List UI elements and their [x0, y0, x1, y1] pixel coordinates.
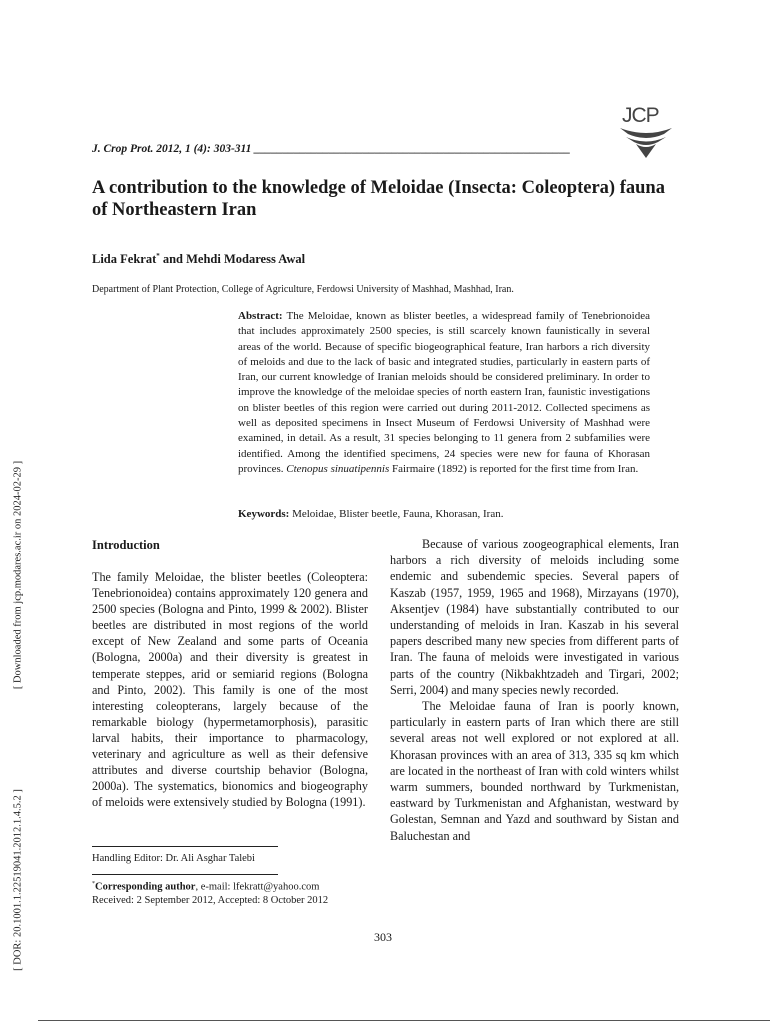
keywords: [238, 508, 650, 520]
corresponding-mark: *: [156, 252, 160, 260]
handling-editor: Handling Editor: Dr. Ali Asghar Talebi: [92, 853, 255, 864]
abstract: [238, 309, 650, 477]
dor-stamp-text: [ DOR: 20.1001.1.22519041.2012.1.4.5.2 ]: [12, 789, 24, 971]
footnote-mark: *: [92, 881, 95, 887]
page-number: 303: [374, 930, 392, 944]
left-column-text: The family Meloidae, the blister beetles (Coleoptera: Tenebrionoidea) contains approximately 120 genera and 2500 species (Bologna and Pinto, 1999 & 2002). Blister beetles are distributed in most regions of the world except of New Zealand and some parts of Oceania (Bologna, 2000a) and their diversity is greatest in temperate steppes, arid or semiarid regions (Bologna and Pinto, 2002). This family is one of the most interesting coleopterans, largely because of the remarkable biology (hypermetamorphosis), parasitic larval habits, their importance to pharmacology, veterinary and agriculture as well as their defensive attributes and diverse courtship behavior (Bologna, 2000a). The systematics, bionomics and biogeography of meloids were extensively studied by Bologna (1991).: [92, 570, 368, 810]
footnote-divider: [92, 846, 278, 847]
abstract-species: Ctenopus sinuatipennis: [286, 462, 390, 475]
paper-title: A contribution to the knowledge of Meloidae (Insecta: Coleoptera) fauna of Northeastern Iran: [92, 178, 665, 220]
journal-citation: J. Crop Prot. 2012, 1 (4): 303-311 _______________________________________________________: [92, 143, 571, 155]
paragraph: Because of various zoogeographical elements, Iran harbors a rich diversity of meloids including some endemic and subendemic species. Several papers of Kaszab (1957, 1959, 1965 and 1968), Mirzayans (1970), Aksentjev (1984) have substantially contributed to our understanding of meloids in Iran. Kaszab in his several papers described many new species from different parts of Iran. The fauna of meloids were investigated in various parts of the country (Nikbakhtzadeh and Tirgari, 2002; Serri, 2004) and many species newly recorded.: [390, 537, 679, 697]
download-stamp-text: [ Downloaded from jcp.modares.ac.ir on 2024-02-29 ]: [12, 460, 24, 690]
footnote-divider: [92, 874, 278, 875]
abstract-tail: Fairmaire (1892) is reported for the first time from Iran.: [389, 462, 639, 475]
page-bottom-rule: [38, 1020, 770, 1021]
logo-text: JCP: [622, 104, 659, 127]
dor-stamp: [7, 770, 29, 990]
paragraph: The Meloidae fauna of Iran is poorly known, particularly in eastern parts of Iran which there are still several areas not well explored or not explored at all. Khorasan provinces with an area of 313, 335 sq km which are located in the northeast of Iran with cold winters whilst warm summers, bounded northward by Turkmenistan, eastward by Turkmenistan and Afghanistan, westward by Golestan, Semnan and Yazd and southward by Sistan and Baluchestan and: [390, 699, 679, 843]
author-2: and Mehdi Modaress Awal: [159, 252, 306, 267]
author-1: Lida Fekrat: [92, 252, 157, 267]
received-dates: Received: 2 September 2012, Accepted: 8 October 2012: [92, 895, 329, 906]
corresponding-footnote: [92, 878, 328, 908]
keywords-label: Keywords:: [238, 508, 290, 520]
corresponding-email: , e-mail: lfekratt@yahoo.com: [195, 881, 320, 893]
abstract-text: The Meloidae, known as blister beetles, a widespread family of Tenebrionoidea that includes approximately 2500 species, is still scarcely known faunistically in several areas of the world. Because of specific biogeographical feature, Iran harbors a rich diversity of meloids and due to the lack of basic and integrated studies, particularly in eastern parts of Iran, our current knowledge of Iranian meloids should be considered preliminary. In order to improve the knowledge of the meloidae species of north eastern Iran, faunistic investigations on blister beetles of this region were carried out during 2011-2012. Collected specimens as well as deposited specimens in Insect Museum of Ferdowsi University of Mashhad were examined, in detail. As a result, 31 species belonging to 11 genera from 2 subfamilies were identified. Among the identified specimens, 24 species were new for fauna of Khorasan provinces.: [238, 310, 650, 475]
corresponding-label: Corresponding author: [95, 881, 196, 893]
affiliation: Department of Plant Protection, College of Agriculture, Ferdowsi University of Mashhad, Mashhad, Iran.: [92, 284, 514, 295]
abstract-label: Abstract:: [238, 310, 283, 322]
keywords-text: Meloidae, Blister beetle, Fauna, Khorasan, Iran.: [289, 508, 504, 520]
section-heading-introduction: Introduction: [92, 538, 160, 552]
download-stamp: [7, 460, 29, 690]
authors: [92, 252, 305, 267]
right-column: [390, 536, 679, 844]
